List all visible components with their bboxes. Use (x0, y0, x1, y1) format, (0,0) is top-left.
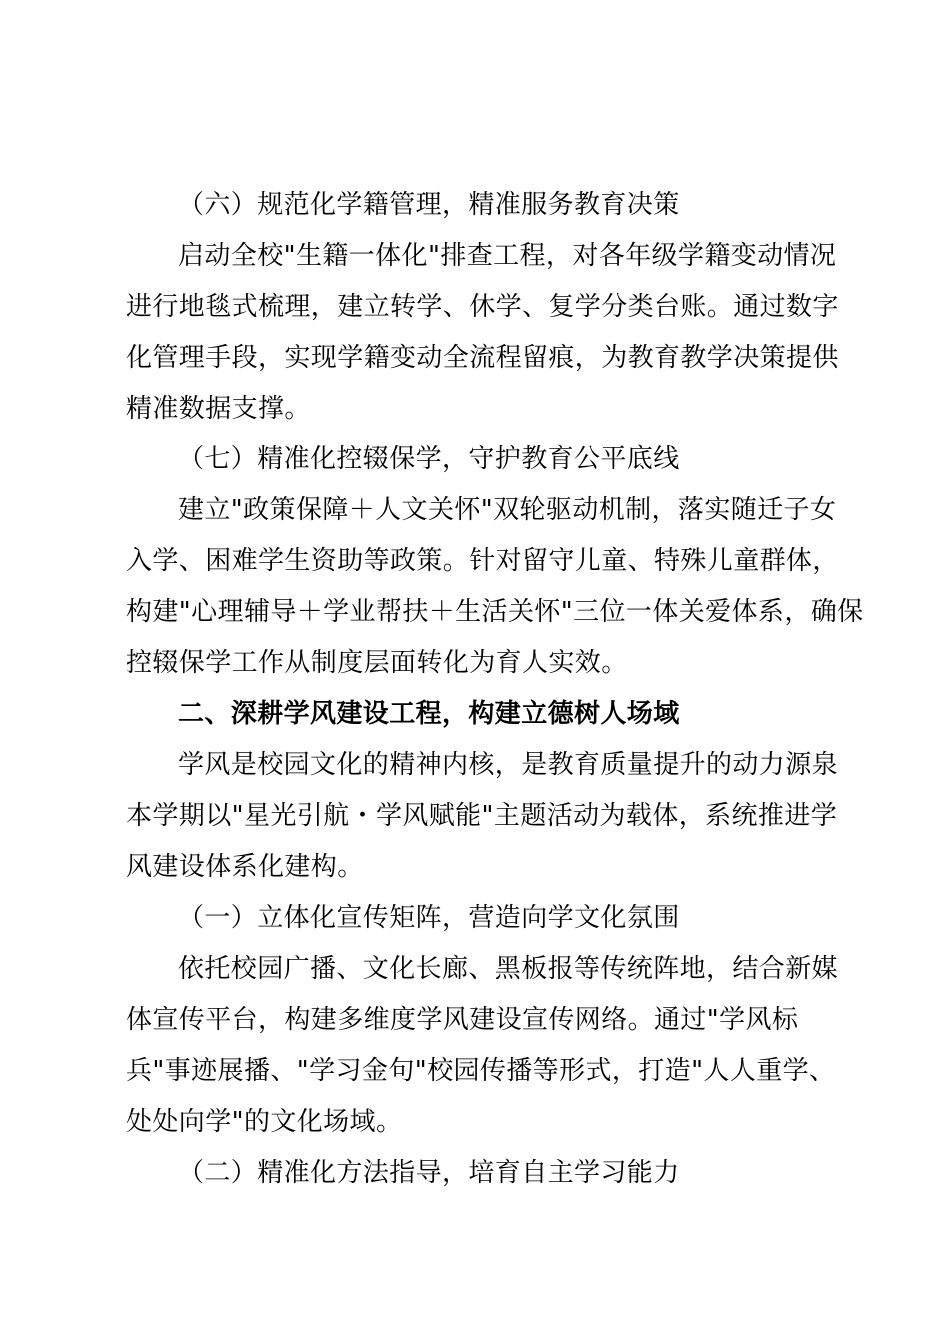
section-heading-2: （二）精准化方法指导，培育自主学习能力 (178, 1158, 680, 1188)
paragraph-line: 进行地毯式梳理，建立转学、休学、复学分类台账。通过数字 (126, 292, 839, 322)
chapter-heading-2: 二、深耕学风建设工程，构建立德树人场域 (178, 699, 680, 729)
paragraph-line: 体宣传平台，构建多维度学风建设宣传网络。通过"学风标 (126, 1005, 799, 1035)
paragraph-line: 控辍保学工作从制度层面转化为育人实效。 (126, 648, 628, 678)
paragraph-line: 学风是校园文化的精神内核，是教育质量提升的动力源泉 (178, 750, 839, 780)
paragraph-line: 化管理手段，实现学籍变动全流程留痕，为教育教学决策提供 (126, 343, 839, 373)
paragraph-line: 依托校园广播、文化长廊、黑板报等传统阵地，结合新媒 (178, 954, 839, 984)
section-heading-1: （一）立体化宣传矩阵，营造向学文化氛围 (178, 903, 680, 933)
paragraph-line: 兵"事迹展播、"学习金句"校园传播等形式，打造"人人重学、 (126, 1056, 836, 1086)
paragraph-line: 本学期以"星光引航・学风赋能"主题活动为载体，系统推进学 (126, 801, 838, 831)
paragraph-line: 处处向学"的文化场域。 (126, 1107, 403, 1137)
paragraph-line: 风建设体系化建构。 (126, 852, 364, 882)
paragraph-line: 建立"政策保障＋人文关怀"双轮驱动机制，落实随迁子女 (178, 495, 837, 525)
paragraph-line: 构建"心理辅导＋学业帮扶＋生活关怀"三位一体关爱体系，确保 (126, 597, 864, 627)
paragraph-line: 精准数据支撑。 (126, 394, 311, 424)
paragraph-line: 入学、困难学生资助等政策。针对留守儿童、特殊儿童群体， (126, 546, 839, 576)
paragraph-line: 启动全校"生籍一体化"排查工程，对各年级学籍变动情况 (178, 241, 837, 271)
section-heading-6: （六）规范化学籍管理，精准服务教育决策 (178, 190, 680, 220)
section-heading-7: （七）精准化控辍保学，守护教育公平底线 (178, 444, 680, 474)
